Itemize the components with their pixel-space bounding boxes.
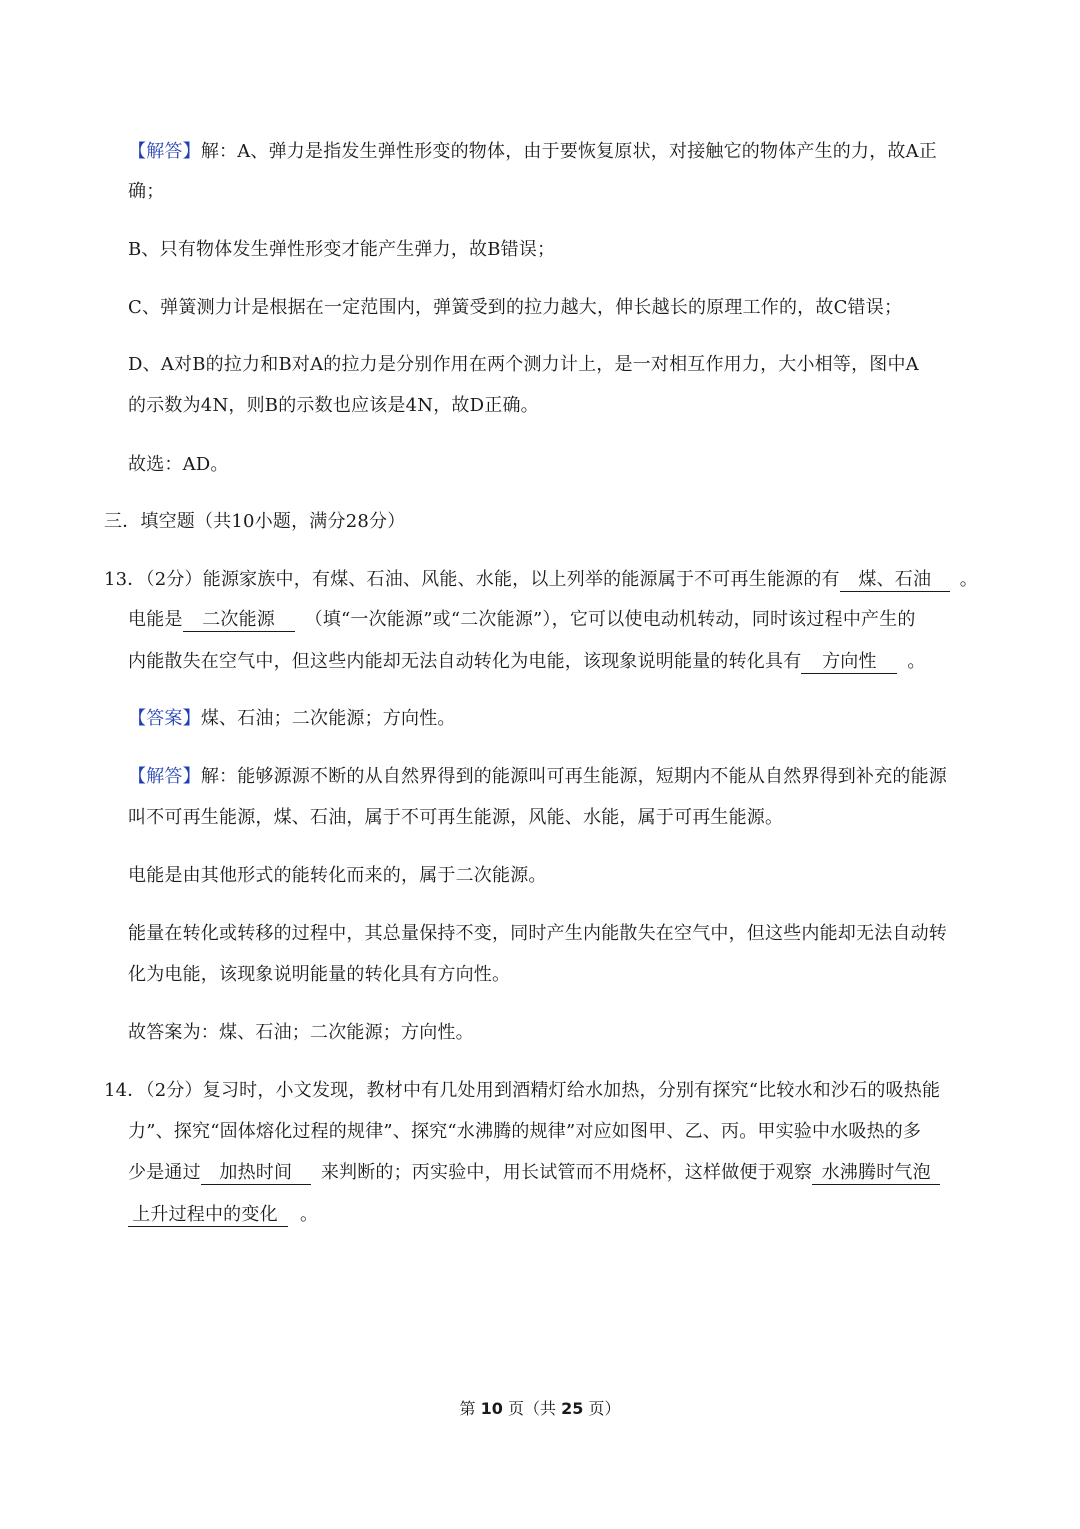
footer-total-pages: 25	[561, 1399, 584, 1418]
q13-final-answer: 故答案为：煤、石油；二次能源；方向性。	[128, 1022, 474, 1043]
solution-tag: 【解答】	[128, 141, 201, 162]
q13-line-3	[128, 650, 926, 674]
q12-choice: 故选：AD。	[128, 454, 229, 475]
section-heading: 三．填空题（共10小题，满分28分）	[104, 511, 406, 532]
solution-text: 解：A、弹力是指发生弹性形变的物体，由于要恢复原状，对接触它的物体产生的力，故A正	[200, 141, 938, 162]
q14-stem-3-pre: 少是通过	[128, 1162, 201, 1183]
q13-solution-line-3: 电能是由其他形式的能转化而来的，属于二次能源。	[128, 865, 547, 886]
q14-stem-4-end: 。	[300, 1204, 319, 1225]
q13-blank-3: 方向性	[801, 651, 897, 674]
q13-solution-line-1	[128, 765, 947, 789]
q13-blank-2: 二次能源	[183, 609, 295, 632]
q12-option-d-explanation-1: D、A对B的拉力和B对A的拉力是分别作用在两个测力计上，是一对相互作用力，大小相等，图中A	[128, 354, 919, 375]
q14-line-1: 14．（2分）复习时，小文发现，教材中有几处用到酒精灯给水加热，分别有探究“比较水和沙石的吸热能	[104, 1080, 941, 1101]
footer-suffix: 页）	[588, 1399, 621, 1418]
q13-solution-line-4: 能量在转化或转移的过程中，其总量保持不变，同时产生内能散失在空气中，但这些内能却无法自动转	[128, 923, 947, 944]
footer-page-number: 10	[480, 1399, 503, 1418]
q14-line-2: 力”、探究“固体熔化过程的规律”、探究“水沸腾的规律”对应如图甲、乙、丙。甲实验中水吸热的多	[128, 1121, 922, 1142]
q14-blank-2-part-1: 水沸腾时气泡	[812, 1162, 940, 1185]
q14-stem-3-mid: 来判断的；丙实验中，用长试管而不用烧杯，这样做便于观察	[320, 1162, 813, 1183]
footer-prefix: 第	[459, 1399, 476, 1418]
q13-stem-1: 13．（2分）能源家族中，有煤、石油、风能、水能，以上列举的能源属于不可再生能源的有	[104, 569, 840, 590]
solution-tag: 【解答】	[128, 766, 201, 787]
q13-line-2	[128, 608, 916, 632]
page-footer	[0, 1398, 1080, 1420]
q13-stem-3-end: 。	[907, 651, 926, 672]
q12-solution-line-2: 确；	[128, 181, 165, 202]
q12-option-d-explanation-2: 的示数为4N，则B的示数也应该是4N，故D正确。	[128, 395, 539, 416]
q13-line-1	[104, 568, 978, 592]
answer-text: 煤、石油；二次能源；方向性。	[200, 708, 456, 729]
q13-answer	[128, 707, 456, 731]
footer-mid: 页（共	[507, 1399, 556, 1418]
q14-line-4	[128, 1203, 318, 1227]
answer-tag: 【答案】	[128, 708, 201, 729]
q12-solution-line-1	[128, 140, 937, 164]
q13-blank-1: 煤、石油	[840, 569, 950, 592]
q13-stem-3-pre: 内能散失在空气中，但这些内能却无法自动转化为电能，该现象说明能量的转化具有	[128, 651, 802, 672]
q14-blank-2-part-2: 上升过程中的变化	[128, 1204, 288, 1227]
q13-stem-2-pre: 电能是	[128, 609, 183, 630]
q14-blank-1: 加热时间	[201, 1162, 311, 1185]
q12-option-c-explanation: C、弹簧测力计是根据在一定范围内，弹簧受到的拉力越大，伸长越长的原理工作的，故C错误；	[128, 297, 903, 318]
q13-solution-line-5: 化为电能，该现象说明能量的转化具有方向性。	[128, 964, 511, 985]
q13-solution-line-2: 叫不可再生能源，煤、石油，属于不可再生能源，风能、水能，属于可再生能源。	[128, 807, 784, 828]
q14-line-3	[128, 1161, 940, 1185]
solution-text: 解：能够源源不断的从自然界得到的能源叫可再生能源，短期内不能从自然界得到补充的能源	[200, 766, 948, 787]
q12-option-b-explanation: B、只有物体发生弹性形变才能产生弹力，故B错误；	[128, 239, 556, 260]
q13-stem-2-post: （填“一次能源”或“二次能源”），它可以使电动机转动，同时该过程中产生的	[304, 609, 916, 630]
q13-stem-1-end: 。	[959, 569, 978, 590]
